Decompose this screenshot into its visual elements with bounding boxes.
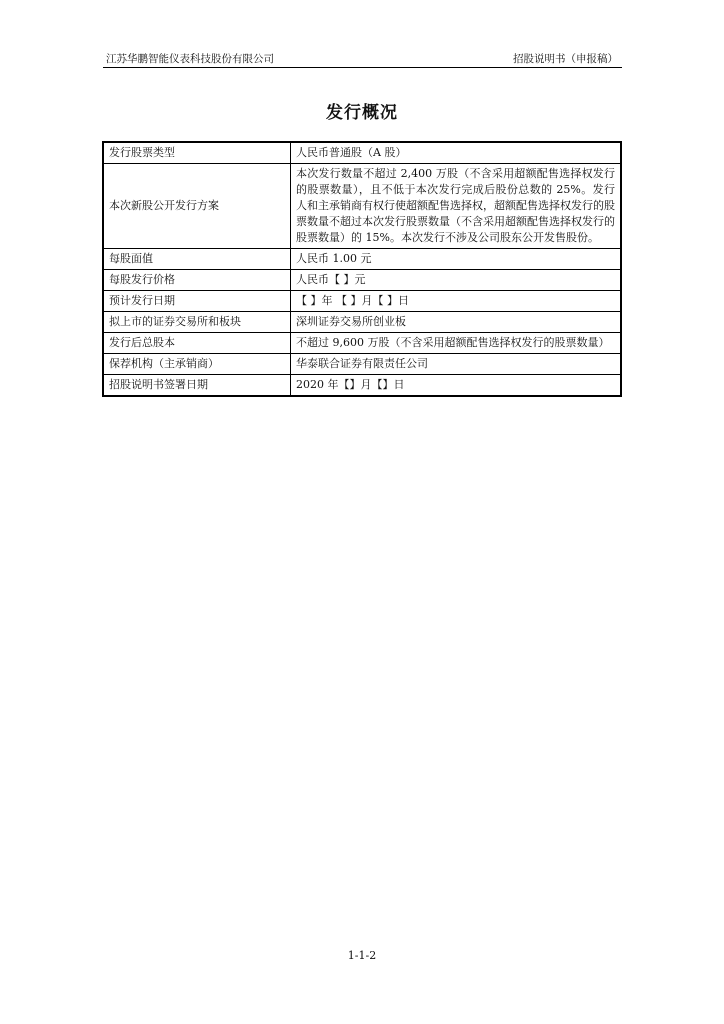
row-label: 招股说明书签署日期 bbox=[103, 375, 291, 397]
row-label: 发行后总股本 bbox=[103, 333, 291, 354]
row-label: 每股发行价格 bbox=[103, 270, 291, 291]
table-row bbox=[103, 142, 621, 164]
row-label: 保荐机构（主承销商） bbox=[103, 354, 291, 375]
page-title: 发行概况 bbox=[326, 103, 398, 123]
row-value: 【 】年 【 】月【 】日 bbox=[291, 291, 622, 312]
table-row bbox=[103, 312, 621, 333]
row-value: 本次发行数量不超过 2,400 万股（不含采用超额配售选择权发行的股票数量），且不低于本次发行完成后股份总数的 25%。发行人和主承销商有权行使超额配售选择权，超额配售选择权发行的股票数量不超过本次发行股票数量（不含采用超额配售选择权发行的股票数量）的 15%。本次发行不涉及公司股东公开发售股份。 bbox=[291, 164, 622, 249]
row-value: 人民币 1.00 元 bbox=[291, 249, 622, 270]
table-row bbox=[103, 375, 621, 397]
row-label: 预计发行日期 bbox=[103, 291, 291, 312]
row-value: 深圳证券交易所创业板 bbox=[291, 312, 622, 333]
row-value: 华泰联合证券有限责任公司 bbox=[291, 354, 622, 375]
header-company-name: 江苏华鹏智能仪表科技股份有限公司 bbox=[106, 53, 274, 65]
row-label: 每股面值 bbox=[103, 249, 291, 270]
table-row bbox=[103, 249, 621, 270]
table-row bbox=[103, 291, 621, 312]
page-number: 1-1-2 bbox=[347, 949, 377, 962]
table-row bbox=[103, 354, 621, 375]
row-value: 2020 年【】月【】日 bbox=[291, 375, 622, 397]
row-label: 发行股票类型 bbox=[103, 142, 291, 164]
header-divider bbox=[103, 67, 622, 68]
row-value: 人民币普通股（A 股） bbox=[291, 142, 622, 164]
row-value: 不超过 9,600 万股（不含采用超额配售选择权发行的股票数量） bbox=[291, 333, 622, 354]
row-label: 拟上市的证券交易所和板块 bbox=[103, 312, 291, 333]
issuance-overview-table bbox=[102, 141, 622, 397]
header-document-type: 招股说明书（申报稿） bbox=[513, 53, 618, 65]
row-value: 人民币【 】元 bbox=[291, 270, 622, 291]
table-row bbox=[103, 270, 621, 291]
table-row bbox=[103, 164, 621, 249]
table-row bbox=[103, 333, 621, 354]
row-label: 本次新股公开发行方案 bbox=[103, 164, 291, 249]
